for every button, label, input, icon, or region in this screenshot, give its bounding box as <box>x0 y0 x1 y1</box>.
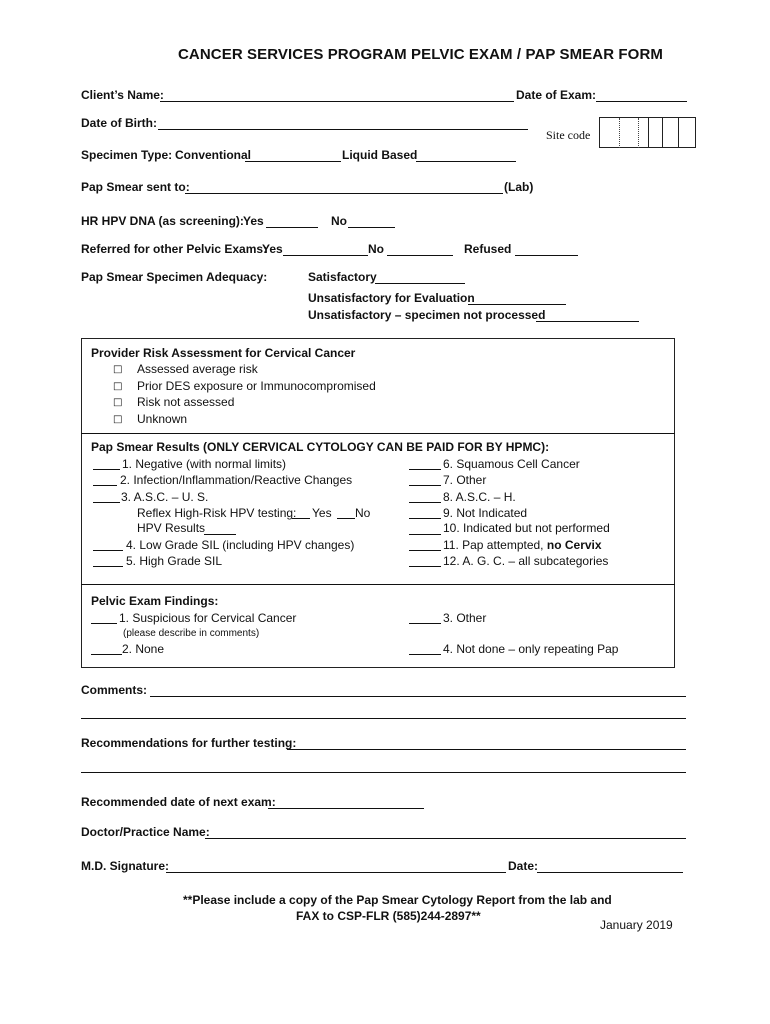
referred-no-field[interactable] <box>387 255 453 256</box>
next-exam-field[interactable] <box>268 808 424 809</box>
footer-line-1: **Please include a copy of the Pap Smear Cytology Report from the lab and <box>183 893 612 907</box>
hpv-no-label: No <box>331 214 347 228</box>
adequacy-not-processed-label: Unsatisfactory – specimen not processed <box>308 308 546 322</box>
next-exam-label: Recommended date of next exam: <box>81 795 276 809</box>
pap-sent-field[interactable] <box>185 193 503 194</box>
risk-checkbox-1[interactable]: □ <box>113 364 123 375</box>
date-of-exam-field[interactable] <box>596 101 687 102</box>
pelvic-3-field[interactable] <box>409 623 441 624</box>
site-code-box[interactable] <box>599 117 696 148</box>
adequacy-unsatisfactory-label: Unsatisfactory for Evaluation <box>308 291 475 305</box>
specimen-liquid-label: Liquid Based <box>342 148 418 162</box>
box-divider-2 <box>81 584 675 585</box>
result-11-row <box>443 538 602 552</box>
pelvic-heading: Pelvic Exam Findings: <box>91 594 219 608</box>
revision-date: January 2019 <box>600 918 673 932</box>
adequacy-unsatisfactory-field[interactable] <box>468 304 566 305</box>
signature-date-label: Date: <box>508 859 539 873</box>
reflex-label: Reflex High-Risk HPV testing: <box>137 506 297 520</box>
risk-checkbox-2[interactable]: □ <box>113 381 123 392</box>
reflex-no-field[interactable] <box>337 518 355 519</box>
result-1-label: 1. Negative (with normal limits) <box>122 457 287 471</box>
result-2-label: 2. Infection/Inflammation/Reactive Changes <box>120 473 353 487</box>
result-12-label: 12. A. G. C. – all subcategories <box>443 554 609 568</box>
hpv-yes-field[interactable] <box>266 227 318 228</box>
dob-label: Date of Birth: <box>81 116 157 130</box>
signature-label: M.D. Signature: <box>81 859 170 873</box>
signature-field[interactable] <box>166 872 506 873</box>
pelvic-1-label: 1. Suspicious for Cervical Cancer <box>119 611 297 625</box>
result-2-field[interactable] <box>93 485 117 486</box>
result-8-field[interactable] <box>409 502 441 503</box>
reflex-no-label: No <box>355 506 371 520</box>
referred-yes-field[interactable] <box>283 255 368 256</box>
risk-checkbox-3[interactable]: □ <box>113 397 123 408</box>
specimen-liquid-field[interactable] <box>416 161 516 162</box>
referred-refused-label: Refused <box>464 242 512 256</box>
result-7-label: 7. Other <box>443 473 487 487</box>
risk-item-1: Assessed average risk <box>137 362 258 376</box>
result-4-field[interactable] <box>93 550 123 551</box>
box-divider-1 <box>81 433 675 434</box>
result-3-field[interactable] <box>93 502 120 503</box>
hpv-results-field[interactable] <box>204 534 236 535</box>
results-heading: Pap Smear Results (ONLY CERVICAL CYTOLOGY CAN BE PAID FOR BY HPMC): <box>91 440 550 454</box>
result-12-field[interactable] <box>409 566 441 567</box>
reflex-yes-label: Yes <box>312 506 332 520</box>
result-3-label: 3. A.S.C. – U. S. <box>121 490 209 504</box>
doctor-label: Doctor/Practice Name: <box>81 825 210 839</box>
date-of-exam-label: Date of Exam: <box>516 88 597 102</box>
referred-no-label: No <box>368 242 384 256</box>
client-name-field[interactable] <box>160 101 514 102</box>
specimen-type-label: Specimen Type: <box>81 148 173 162</box>
pelvic-4-field[interactable] <box>409 654 441 655</box>
result-10-field[interactable] <box>409 534 441 535</box>
adequacy-satisfactory-label: Satisfactory <box>308 270 377 284</box>
result-11-label: 11. Pap attempted, <box>443 538 544 552</box>
specimen-conventional-field[interactable] <box>245 161 341 162</box>
risk-heading: Provider Risk Assessment for Cervical Cancer <box>91 346 356 360</box>
referred-yes-label: Yes <box>262 242 283 256</box>
result-4-label: 4. Low Grade SIL (including HPV changes) <box>126 538 355 552</box>
risk-item-4: Unknown <box>137 412 188 426</box>
comments-label: Comments: <box>81 683 148 697</box>
recommendations-label: Recommendations for further testing: <box>81 736 297 750</box>
doctor-field[interactable] <box>205 838 686 839</box>
result-6-field[interactable] <box>409 469 441 470</box>
signature-date-field[interactable] <box>537 872 683 873</box>
referred-refused-field[interactable] <box>515 255 578 256</box>
result-1-field[interactable] <box>93 469 120 470</box>
risk-item-3: Risk not assessed <box>137 395 235 409</box>
adequacy-label: Pap Smear Specimen Adequacy: <box>81 270 268 284</box>
site-code-label: Site code <box>546 128 591 142</box>
hpv-label: HR HPV DNA (as screening): <box>81 214 244 228</box>
footer-line-2: FAX to CSP-FLR (585)244-2897** <box>296 909 481 923</box>
recommendations-field-1[interactable] <box>287 749 686 750</box>
pelvic-2-label: 2. None <box>122 642 165 656</box>
hpv-yes-label: Yes <box>243 214 264 228</box>
pelvic-2-field[interactable] <box>91 654 122 655</box>
result-9-label: 9. Not Indicated <box>443 506 528 520</box>
client-name-label: Client’s Name: <box>81 88 164 102</box>
result-9-field[interactable] <box>409 518 441 519</box>
result-5-label: 5. High Grade SIL <box>126 554 223 568</box>
dob-field[interactable] <box>158 129 528 130</box>
comments-field-1[interactable] <box>150 696 686 697</box>
specimen-conventional-label: Conventional <box>175 148 252 162</box>
result-5-field[interactable] <box>93 566 123 567</box>
result-11-field[interactable] <box>409 550 441 551</box>
result-6-label: 6. Squamous Cell Cancer <box>443 457 580 471</box>
risk-checkbox-4[interactable]: □ <box>113 414 123 425</box>
page-title: CANCER SERVICES PROGRAM PELVIC EXAM / PAP SMEAR FORM <box>178 46 663 63</box>
adequacy-satisfactory-field[interactable] <box>375 283 465 284</box>
pap-sent-label: Pap Smear sent to: <box>81 180 190 194</box>
no-cervix-label: no Cervix <box>546 538 602 552</box>
risk-item-2: Prior DES exposure or Immunocompromised <box>137 379 376 393</box>
result-7-field[interactable] <box>409 485 441 486</box>
reflex-yes-field[interactable] <box>292 518 310 519</box>
pelvic-1-field[interactable] <box>91 623 117 624</box>
hpv-results-label: HPV Results <box>137 521 206 535</box>
recommendations-field-2[interactable] <box>81 772 686 773</box>
pelvic-4-label: 4. Not done – only repeating Pap <box>443 642 619 656</box>
hpv-no-field[interactable] <box>348 227 395 228</box>
pelvic-1-note: (please describe in comments) <box>123 628 260 639</box>
pelvic-3-label: 3. Other <box>443 611 487 625</box>
referred-label: Referred for other Pelvic Exams: <box>81 242 268 256</box>
result-8-label: 8. A.S.C. – H. <box>443 490 516 504</box>
pap-sent-suffix: (Lab) <box>504 180 534 194</box>
result-10-label: 10. Indicated but not performed <box>443 521 610 535</box>
adequacy-not-processed-field[interactable] <box>536 321 639 322</box>
comments-field-2[interactable] <box>81 718 686 719</box>
